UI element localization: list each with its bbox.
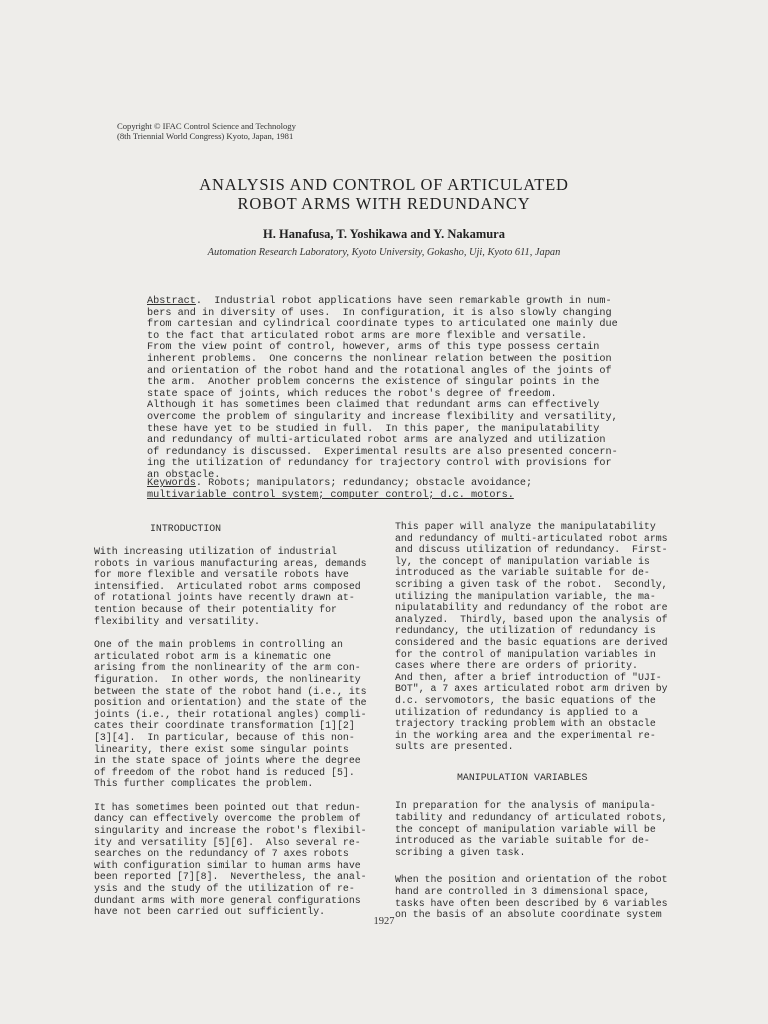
text-line: tasks have often been described by 6 variables [395,897,668,909]
page-number: 1927 [373,916,395,927]
text-line: This paper will analyze the manipulatability [395,521,656,532]
paragraph [94,802,384,918]
text-line: scribing a given task. [395,846,526,858]
abstract-line: of redundancy is discussed. Experimental results are also presented concern- [147,446,618,458]
abstract-line: to the fact that articulated robot arms are more flexible and versatile. [147,330,588,342]
text-line: introduced as the variable suitable for de- [395,567,650,579]
text-line: with configuration similar to human arms have [94,859,361,871]
text-line: redundancy, the utilization of redundancy is [395,625,656,637]
abstract-line: and orientation of the robot hand and the rotational angles of the joints of [147,365,612,377]
copyright-line: (8th Triennial World Congress) Kyoto, Japan, 1981 [117,131,294,141]
keywords-first-line [147,478,627,490]
text-line: In preparation for the analysis of manipula- [395,800,656,812]
text-line: linearity, there exist some singular points [94,743,349,755]
abstract-line: bers and in diversity of uses. In configuration, it is also slowly changing [147,307,612,319]
abstract-line: Although it has sometimes been claimed that redundant arms can effectively [147,400,600,412]
text-line: sults are presented. [395,741,514,753]
abstract-line: and redundancy of multi-articulated robot arms are analyzed and utilization [147,435,606,447]
text-line: hand are controlled in 3 dimensional space, [395,886,650,898]
text-line: on the basis of an absolute coordinate system [395,909,662,921]
text-line: cates their coordinate transformation [1][2] [94,720,355,732]
abstract-line: from cartesian and cylindrical coordinate types to articulated one mainly due [147,319,618,331]
keywords-line: multivariable control system; computer control; d.c. motors. [147,489,514,501]
text-line: When the position and orientation of the robot [395,874,668,886]
text-line: for the control of manipulation variables in [395,648,656,660]
abstract-text: . Industrial robot applications have seen remarkable growth in num- [195,296,612,307]
author-list: H. Hanafusa, T. Yoshikawa and Y. Nakamura [263,227,505,241]
text-line: dancy can effectively overcome the problem of [94,813,361,825]
text-line: been reported [7][8]. Nevertheless, the anal- [94,871,367,883]
text-line: of rotational joints have recently drawn at- [94,592,355,604]
text-line: considered and the basic equations are derived [395,636,668,648]
text-line: utilization of redundancy is applied to a [395,706,638,718]
abstract-line: these have yet to be studied in full. In this paper, the manipulatability [147,423,600,435]
text-line: intensified. Articulated robot arms composed [94,580,361,592]
text-line: introduced as the variable suitable for de- [395,835,650,847]
text-line: ysis and the study of the utilization of re- [94,883,355,895]
text-line: scribing a given task of the robot. Secondly, [395,578,668,590]
text-line: BOT", a 7 axes articulated robot arm driven by [395,683,668,695]
text-line: for more flexible and versatile robots have [94,569,349,581]
keywords-text: . Robots; manipulators; redundancy; obstacle avoidance; [195,478,533,489]
text-line: position and orientation) and the state of the [94,697,367,709]
text-line: tention because of their potentiality for [94,603,337,615]
paragraph [395,800,685,858]
text-line: dundant arms with more general configurations [94,894,361,906]
abstract-line: an obstacle. [147,469,221,481]
text-line: tability and redundancy of articulated robots, [395,812,668,824]
text-line: [3][4]. In particular, because of this non- [94,731,355,743]
text-line: arising from the nonlinearity of the arm con- [94,662,361,674]
paragraph [94,639,384,790]
abstract-line: inherent problems. One concerns the nonlinear relation between the position [147,353,612,365]
abstract-line: ing the utilization of redundancy for trajectory control with provisions for [147,458,612,470]
text-line: And then, after a brief introduction of "UJI- [395,671,662,683]
text-line: robots in various manufacturing areas, demands [94,557,367,569]
text-line: singularity and increase the robot's flexibil- [94,825,367,837]
text-line: d.c. servomotors, the basic equations of the [395,694,656,706]
text-line: ly, the concept of manipulation variable is [395,555,650,567]
text-line: of freedom of the robot hand is reduced [5]. [94,766,355,778]
text-line: and discuss utilization of redundancy. First- [395,544,668,556]
copyright-notice [117,121,417,141]
abstract-line: overcome the problem of singularity and increase flexibility and versatility, [147,411,618,423]
paragraph [395,874,685,920]
text-line: in the state space of joints where the degree [94,755,361,767]
text-line: With increasing utilization of industrial [94,546,337,557]
text-line: searches on the redundancy of 7 axes robots [94,848,349,860]
abstract-line: the arm. Another problem concerns the existence of singular points in the [147,377,600,389]
text-line: figuration. In other words, the nonlinearity [94,673,361,685]
left-column [94,546,384,930]
section-heading-manipulation-variables: MANIPULATION VARIABLES [457,771,588,783]
paragraph [94,546,384,627]
text-line: cases where there are orders of priority. [395,660,638,672]
text-line: It has sometimes been pointed out that redun- [94,801,361,813]
text-line: and redundancy of multi-articulated robot arms [395,532,668,544]
section-heading-introduction: INTRODUCTION [150,523,222,534]
abstract-line: state space of joints, which reduces the robot's degree of freedom. [147,388,557,400]
text-line: have not been carried out sufficiently. [94,906,326,918]
text-line: flexibility and versatility. [94,615,260,627]
keywords [147,478,627,501]
text-line: trajectory tracking problem with an obstacle [395,718,656,730]
text-line: joints (i.e., their rotational angles) compli- [94,708,367,720]
paragraph [395,521,685,753]
abstract-first-line [147,296,627,308]
text-line: ity and versatility [5][6]. Also several re- [94,836,361,848]
text-line: utilizing the manipulation variable, the ma- [395,590,656,602]
text-line: articulated robot arm is a kinematic one [94,650,332,662]
text-line: the concept of manipulation variable will be [395,823,656,835]
text-line: in the working area and the experimental re- [395,729,656,741]
abstract-line: From the view point of control, however, arms of this type possess certain [147,342,600,354]
right-column [395,521,685,933]
copyright-line: Copyright © IFAC Control Science and Technology [117,121,296,131]
affiliation: Automation Research Laboratory, Kyoto University, Gokasho, Uji, Kyoto 611, Japan [207,247,561,258]
text-line: One of the main problems in controlling an [94,639,343,651]
abstract [147,296,627,482]
text-line: nipulatability and redundancy of the robot are [395,602,668,614]
text-line: This further complicates the problem. [94,778,314,790]
title-line: ROBOT ARMS WITH REDUNDANCY [237,194,531,213]
text-line: analyzed. Thirdly, based upon the analysis of [395,613,668,625]
abstract-label: Abstract [147,296,196,307]
paper-title [0,175,768,213]
keywords-label: Keywords [147,478,196,489]
text-line: between the state of the robot hand (i.e., its [94,685,367,697]
title-line: ANALYSIS AND CONTROL OF ARTICULATED [199,175,569,194]
